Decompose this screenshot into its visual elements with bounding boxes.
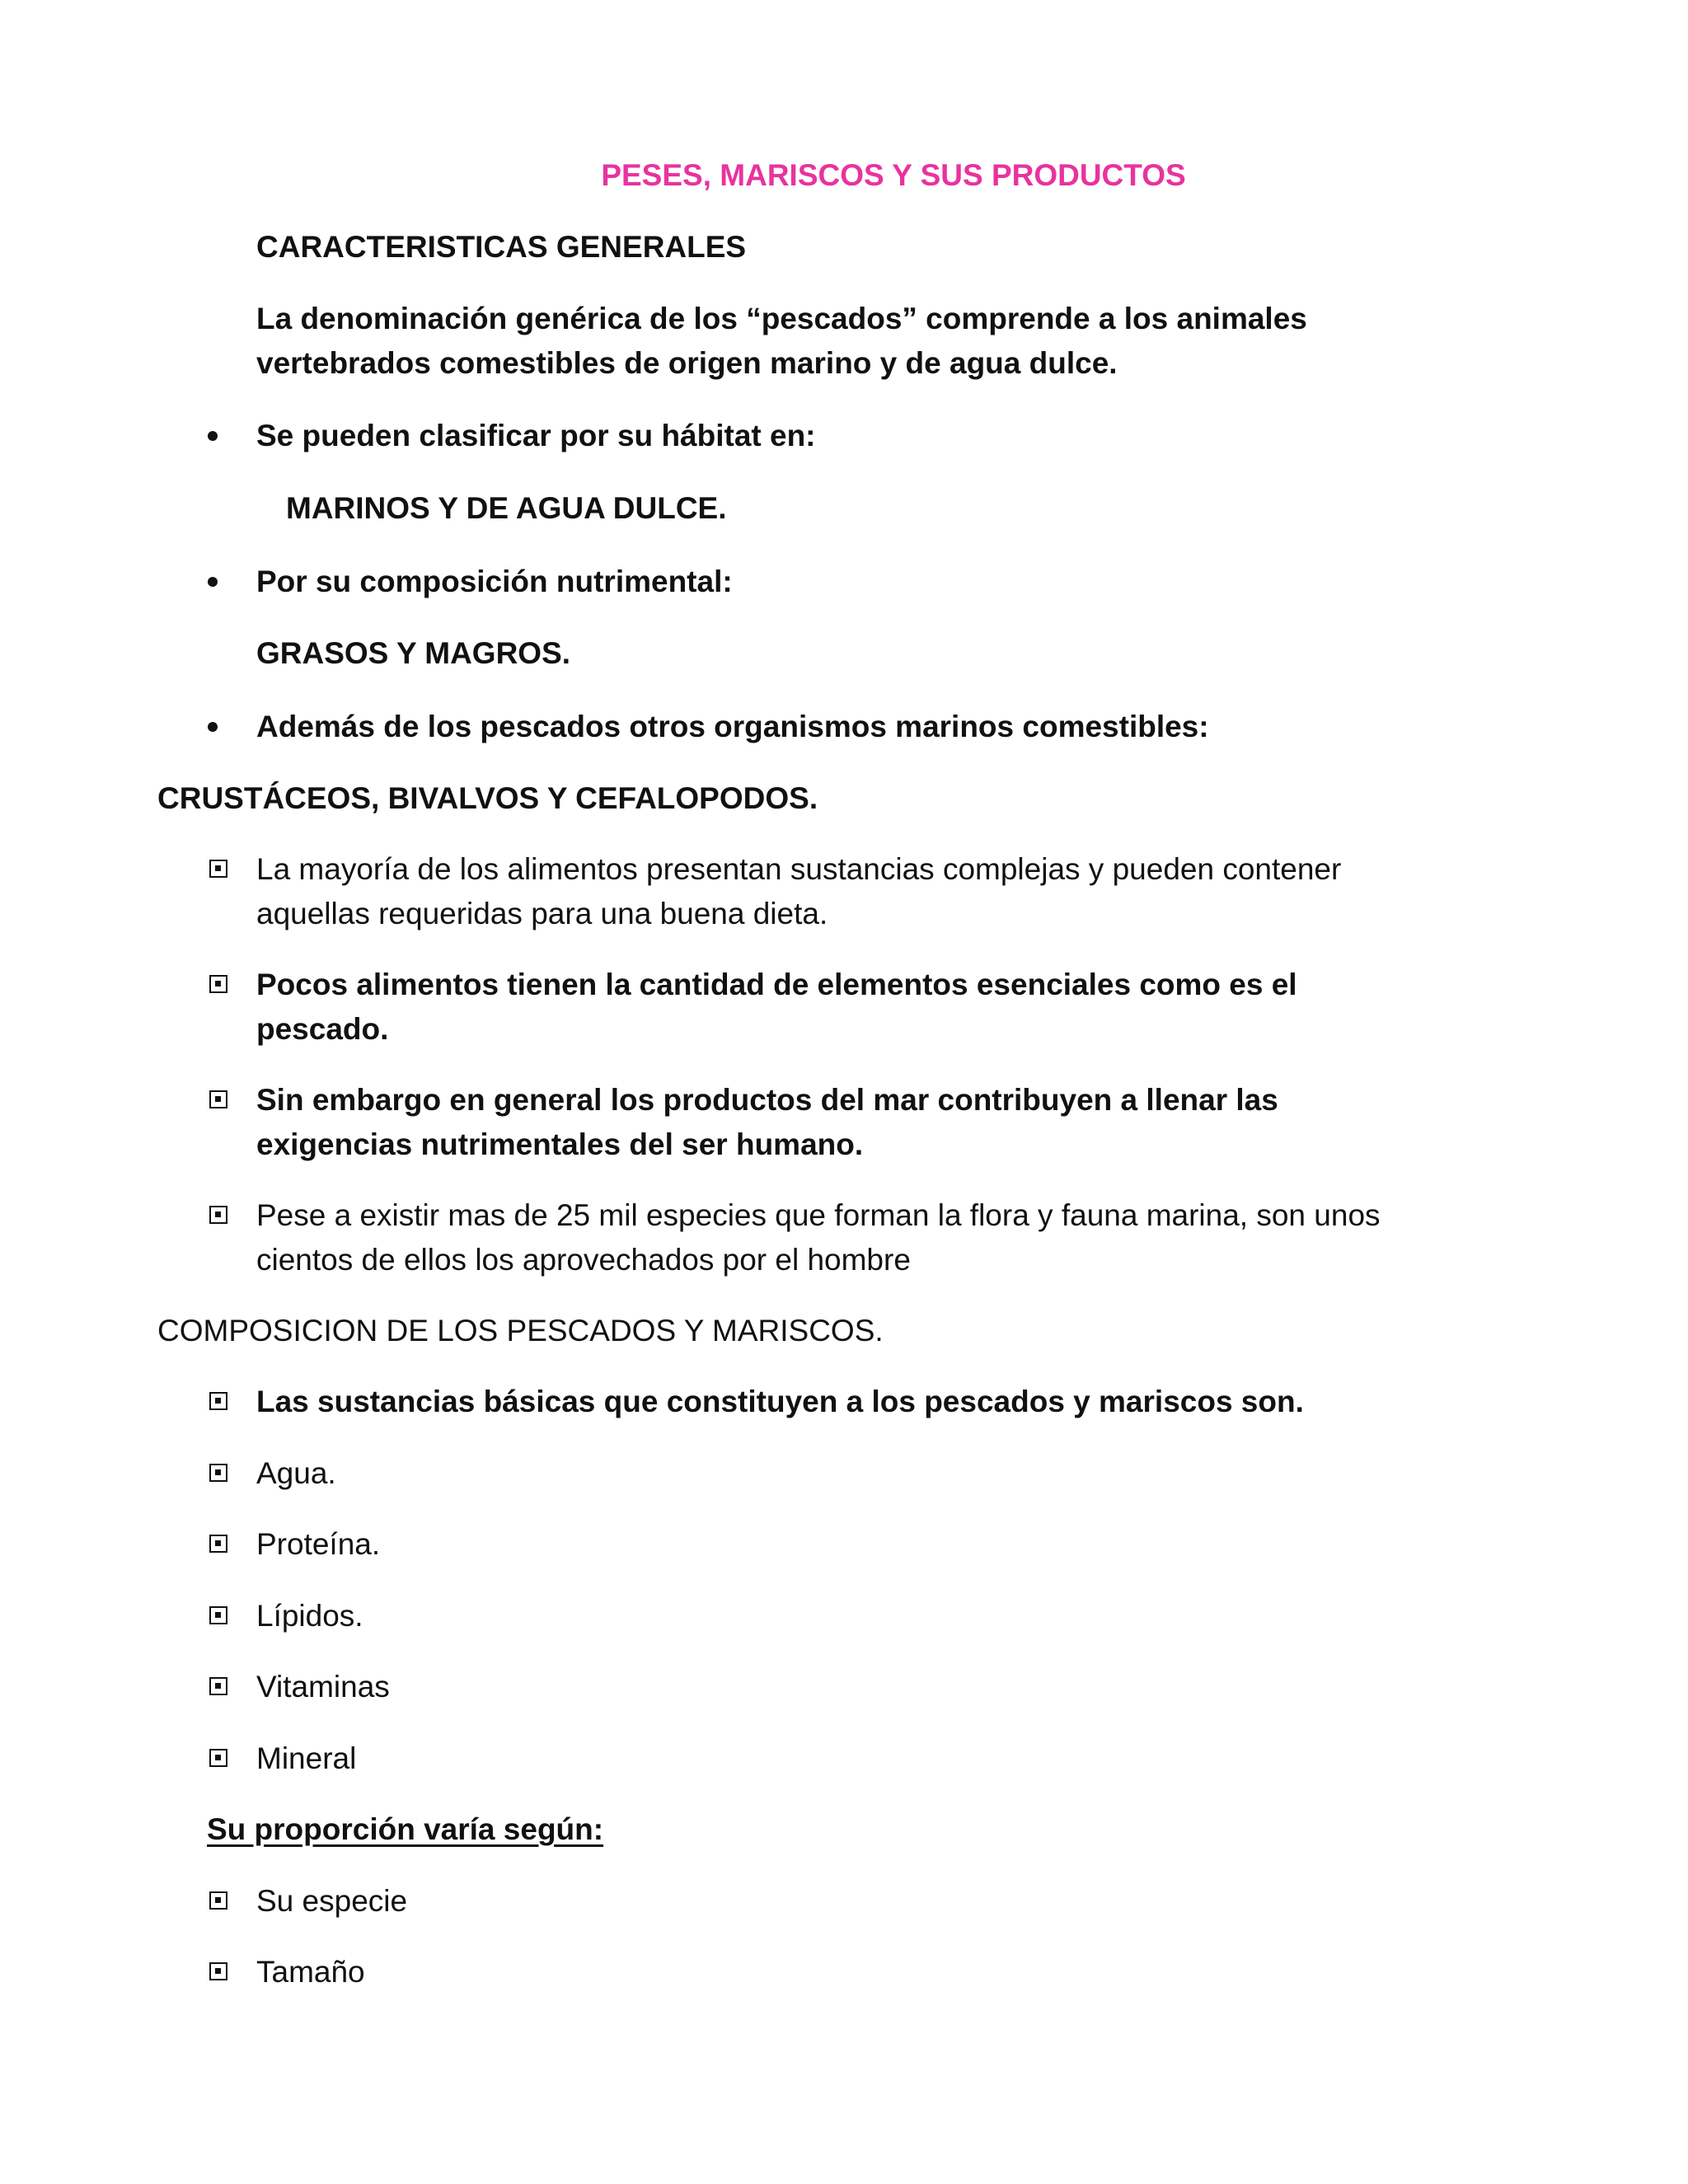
bullet-icon [208,722,218,732]
fact-2-line-2: pescado. [256,1012,389,1046]
checkbox-icon [209,1677,227,1695]
checkbox-icon [209,1206,227,1224]
document-title: PESES, MARISCOS Y SUS PRODUCTOS [601,158,1186,192]
bullet-composition: Por su composición nutrimental: [256,565,733,598]
composition-item: Mineral [256,1741,357,1775]
checkbox-icon [209,1464,227,1482]
checkbox-icon [209,1749,227,1767]
composition-item: Vitaminas [256,1670,390,1704]
fact-3-line-2: exigencias nutrimentales del ser humano. [256,1127,864,1161]
section-heading: CARACTERISTICAS GENERALES [256,230,747,264]
proportion-item: Su especie [256,1884,408,1918]
checkbox-icon [209,860,227,878]
fact-2-line-1: Pocos alimentos tienen la cantidad de elementos esenciales como es el [256,968,1297,1001]
bullet-icon [208,577,218,587]
bullet-composition-sub: GRASOS Y MAGROS. [256,636,571,670]
bullet-habitat-sub: MARINOS Y DE AGUA DULCE. [286,491,727,525]
composition-item: Las sustancias básicas que constituyen a los pescados y mariscos son. [256,1385,1304,1418]
bullet-icon [208,431,218,441]
checkbox-icon [209,1962,227,1980]
checkbox-icon [209,1392,227,1410]
checkbox-icon [209,975,227,993]
composition-item: Lípidos. [256,1599,363,1633]
fact-1-line-2: aquellas requeridas para una buena dieta. [256,897,828,930]
fact-4-line-2: cientos de ellos los aprovechados por el hombre [256,1243,911,1277]
fact-1-line-1: La mayoría de los alimentos presentan sustancias complejas y pueden contener [256,852,1342,886]
crustaceans-heading: CRUSTÁCEOS, BIVALVOS Y CEFALOPODOS. [157,781,818,815]
intro-line-2: vertebrados comestibles de origen marino y de agua dulce. [256,346,1118,380]
proportion-heading: Su proporción varía según: [207,1812,604,1846]
fact-4-line-1: Pese a existir mas de 25 mil especies que forman la flora y fauna marina, son unos [256,1198,1381,1232]
checkbox-icon [209,1090,227,1108]
composition-item: Agua. [256,1456,336,1490]
fact-3-line-1: Sin embargo en general los productos del mar contribuyen a llenar las [256,1083,1278,1117]
checkbox-icon [209,1535,227,1553]
bullet-other-organisms: Además de los pescados otros organismos marinos comestibles: [256,710,1209,743]
proportion-item: Tamaño [256,1955,365,1989]
checkbox-icon [209,1891,227,1910]
composition-heading: COMPOSICION DE LOS PESCADOS Y MARISCOS. [157,1314,884,1347]
intro-line-1: La denominación genérica de los “pescados” comprende a los animales [256,302,1307,335]
checkbox-icon [209,1606,227,1624]
composition-item: Proteína. [256,1527,381,1561]
bullet-habitat: Se pueden clasificar por su hábitat en: [256,419,816,452]
